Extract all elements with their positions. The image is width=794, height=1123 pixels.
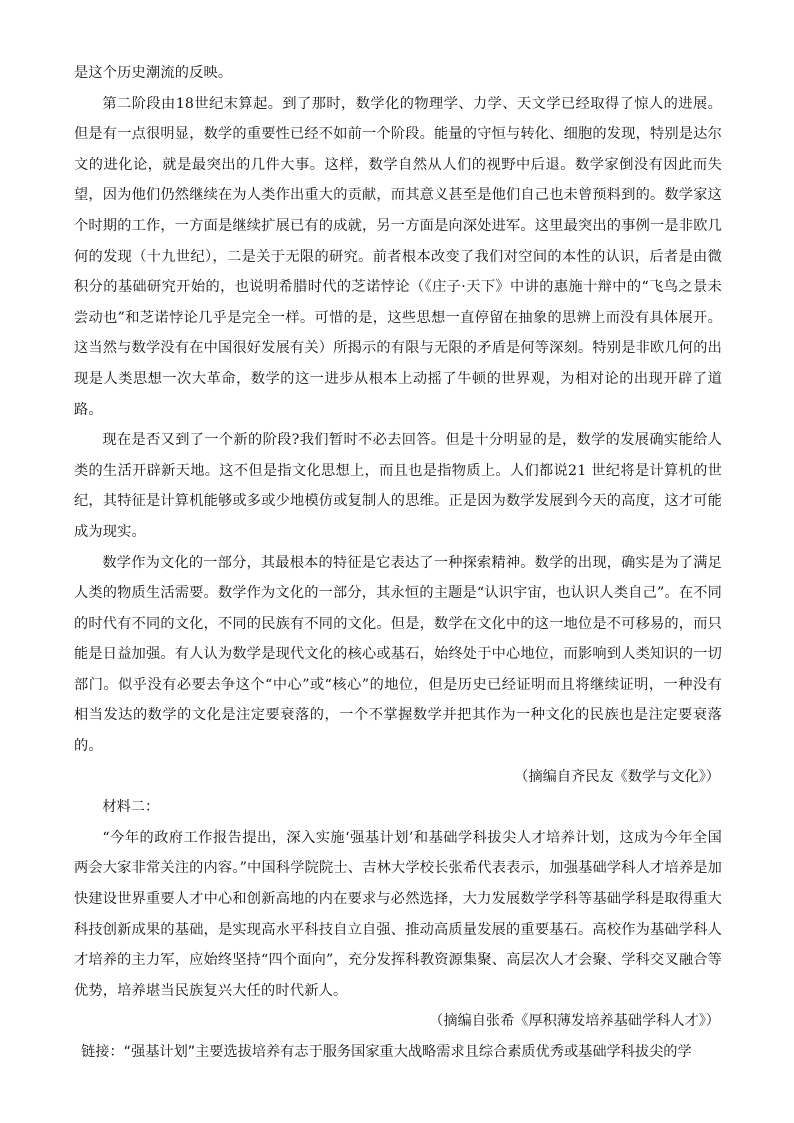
source-citation-one: （摘编自齐民友《数学与文化》） — [514, 768, 720, 785]
paragraph-stage-two: 第二阶段由18世纪末算起。到了那时，数学化的物理学、力学、天文学已经取得了惊人的进展。但是有一点很明显，数学的重要性已经不如前一个阶段。能量的守恒与转化、细胞的发现，特别是达尔文的进化论，就是最突出的几件大事。这样，数学自然从人们的视野中后退。数学家倒没有因此而失望，因为他们仍然继续在为人类作出重大的贡献，而其意义甚至是他们自己也未曾预料到的。数学家这个时期的工作，一方面是继续扩展已有的成就，另一方面是向深处进军。这里最突出的事例一是非欧几何的发现（十九世纪），二是关于无限的研究。前者根本改变了我们对空间的本性的认识，后者是由微积分的基础研究开始的，也说明希腊时代的芝诺悖论（《庄子·天下》中讲的惠施十辩中的“飞鸟之景未尝动也”和芝诺悖论几乎是完全一样。可惜的是，这些思想一直停留在抽象的思辨上而没有具体展开。这当然与数学没有在中国很好发展有关）所揭示的有限与无限的矛盾是何等深刻。特别是非欧几何的出现是人类思想一次大革命，数学的这一进步从根本上动摇了牛顿的世界观，为相对论的出现开辟了道路。 — [74, 95, 722, 418]
material-two-heading: 材料二： — [102, 799, 160, 816]
paragraph-math-culture: 数学作为文化的一部分，其最根本的特征是它表达了一种探索精神。数学的出现，确实是为了满足人类的物质生活需要。数学作为文化的一部分，其永恒的主题是“认识宇宙，也认识人类自己”。在不同的时代有不同的文化，不同的民族有不同的文化。但是，数学在文化中的这一地位是不可移易的，而只能是日益加强。有人认为数学是现代文化的核心或基石，始终处于中心地位，而影响到人类知识的一切部门。似乎没有必要去争这个“中心”或“核心”的地位，但是历史已经证明而且将继续证明，一种没有相当发达的数学的文化是注定要衰落的，一个不掌握数学并把其作为一种文化的民族也是注定要衰落的。 — [74, 554, 722, 755]
paragraph-stage-three: 现在是否又到了一个新的阶段?我们暂时不必去回答。但是十分明显的是，数学的发展确实能给人类的生活开辟新天地。这不但是指文化思想上，而且也是指物质上。人们都说21 世纪将是计算机的世纪，其特征是计算机能够或多或少地模仿或复制人的思维。正是因为数学发展到今天的高度，这才可能成为现实。 — [74, 432, 722, 540]
paragraph-material-two: “今年的政府工作报告提出，深入实施‘强基计划’和基础学科拔尖人才培养计划，这成为今年全国两会大家非常关注的内容。”中国科学院院士、吉林大学校长张希代表表示，加强基础学科人才培养是加快建设世界重要人才中心和创新高地的内在要求与必然选择，大力发展数学学科等基础学科是取得重大科技创新成果的基础，是实现高水平科技自立自强、推动高质量发展的重要基石。高校作为基础学科人才培养的主力军，应始终坚持“四个面向”，充分发挥科教资源集聚、高层次人才会聚、学科交叉融合等优势，培养堪当民族复兴大任的时代新人。 — [74, 829, 722, 999]
document-page — [74, 58, 722, 1068]
paragraph-continuation: 是这个历史潮流的反映。 — [74, 65, 233, 81]
paragraph-link: 链接：“强基计划”主要选拔培养有志于服务国家重大战略需求且综合素质优秀或基础学科拔尖的学 — [81, 1044, 692, 1060]
source-citation-two: （摘编自张希《厚积薄发培养基础学科人才》） — [429, 1013, 720, 1030]
